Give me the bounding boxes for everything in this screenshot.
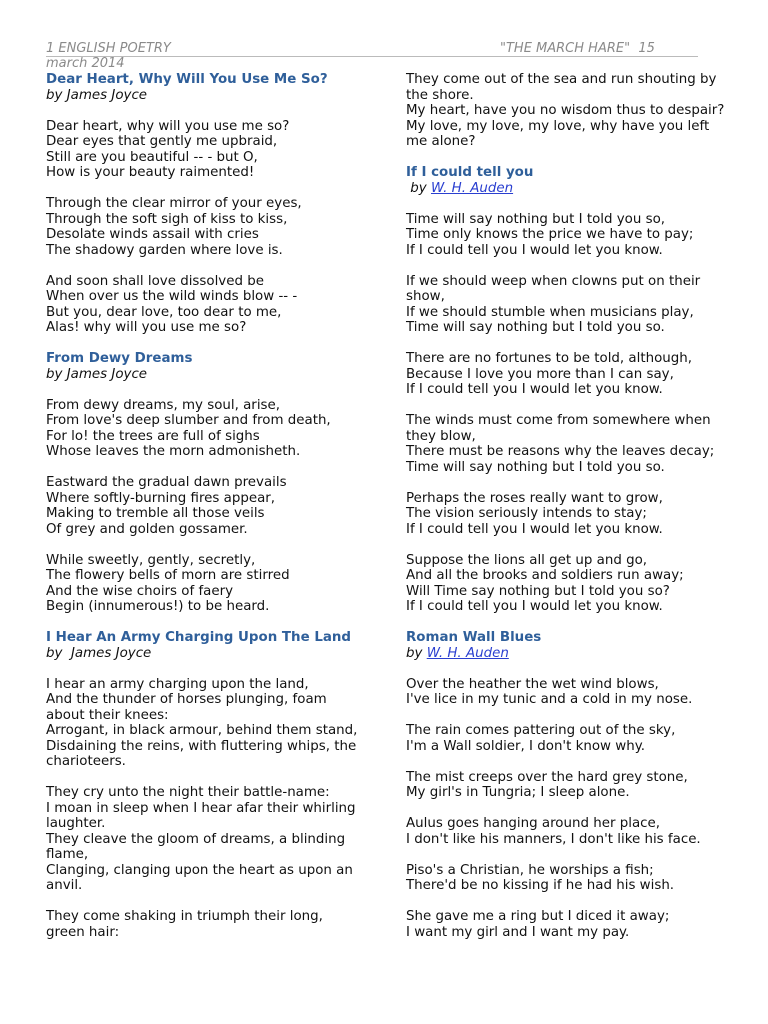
right-column xyxy=(406,72,728,940)
header-section-title: 1 ENGLISH POETRY xyxy=(46,41,171,56)
header-publication-name: "THE MARCH HARE" xyxy=(500,41,631,56)
stanza: Over the heather the wet wind blows, I've lice in my tunic and a cold in my nose. xyxy=(406,676,693,707)
poem-byline: by James Joyce xyxy=(46,87,148,103)
stanza: Time will say nothing but I told you so, Time only knows the price we have to pay; If I could tell you I would let you know. xyxy=(406,211,694,258)
poem-title: I Hear An Army Charging Upon The Land xyxy=(46,630,352,645)
stanza: She gave me a ring but I diced it away; I want my girl and I want my pay. xyxy=(406,909,670,940)
header-date: march 2014 xyxy=(46,56,125,71)
poem-dear-heart xyxy=(46,72,364,336)
poem-title: Dear Heart, Why Will You Use Me So? xyxy=(46,72,328,87)
stanza: Perhaps the roses really want to grow, The vision seriously intends to stay; If I could tell you I would let you know. xyxy=(406,490,663,537)
poem-author: James Joyce xyxy=(66,87,148,103)
poem-byline: by W. H. Auden xyxy=(406,645,509,661)
stanza: If we should weep when clowns put on their show, If we should stumble when musicians play, Time will say nothing but I told you so. xyxy=(406,273,701,335)
author-link[interactable]: W. H. Auden xyxy=(430,180,514,196)
poem-from-dewy-dreams xyxy=(46,351,364,615)
stanza: The winds must come from somewhere when they blow, There must be reasons why the leaves decay; Time will say nothing but I told you so. xyxy=(406,413,715,475)
stanza: There are no fortunes to be told, although, Because I love you more than I can say, If I could tell you I would let you know. xyxy=(406,351,693,397)
stanza: From dewy dreams, my soul, arise, From love's deep slumber and from death, For lo! the trees are full of sighs Whose leaves the morn admonisheth. xyxy=(46,397,331,459)
poem-title: If I could tell you xyxy=(406,165,534,180)
stanza: They come shaking in triumph their long, green hair: xyxy=(46,909,323,940)
left-column xyxy=(46,72,364,940)
poem-title: Roman Wall Blues xyxy=(406,630,542,645)
stanza: Eastward the gradual dawn prevails Where softly-burning fires appear, Making to tremble all those veils Of grey and golden gossamer. xyxy=(46,475,287,537)
poem-i-hear-an-army xyxy=(46,630,364,940)
stanza: Piso's a Christian, he worships a fish; There'd be no kissing if he had his wish. xyxy=(406,862,675,893)
stanza: The mist creeps over the hard grey stone, My girl's in Tungria; I sleep alone. xyxy=(406,769,688,800)
poem-byline: by James Joyce xyxy=(46,645,152,661)
poem-title: From Dewy Dreams xyxy=(46,351,193,366)
poem-byline: by James Joyce xyxy=(46,366,148,382)
header-publication xyxy=(500,42,655,56)
poem-byline: by W. H. Auden xyxy=(410,180,514,196)
stanza: And soon shall love dissolved be When over us the wild winds blow -- - But you, dear love, too dear to me, Alas! why will you use me so? xyxy=(46,273,298,335)
poem-author: James Joyce xyxy=(66,366,148,382)
stanza: Suppose the lions all get up and go, And all the brooks and soldiers run away; Will Time say nothing but I told you so? If I could tell you I would let you know. xyxy=(406,552,684,614)
stanza: Dear heart, why will you use me so? Dear eyes that gently me upbraid, Still are you beautiful -- - but O, How is your beauty raimented! xyxy=(46,118,290,180)
stanza: Through the clear mirror of your eyes, Through the soft sigh of kiss to kiss, Desolate winds assail with cries The shadowy garden where love is. xyxy=(46,196,302,258)
poem-roman-wall-blues xyxy=(406,630,728,940)
stanza: The rain comes pattering out of the sky, I'm a Wall soldier, I don't know why. xyxy=(406,723,676,754)
poem-if-i-could-tell-you xyxy=(406,165,728,615)
poem-author: James Joyce xyxy=(70,645,152,661)
stanza: Aulus goes hanging around her place, I don't like his manners, I don't like his face. xyxy=(406,816,701,847)
stanza: I hear an army charging upon the land, And the thunder of horses plunging, foam about their knees: Arrogant, in black armour, behind them stand, Disdaining the reins, with fluttering whips, the charioteers. xyxy=(46,676,358,769)
stanza: They cry unto the night their battle-name: I moan in sleep when I hear afar their whirling laughter. They cleave the gloom of dreams, a blinding flame, Clanging, clanging upon the heart as upon an anvil. xyxy=(46,785,356,893)
header-page-number: 15 xyxy=(638,41,655,56)
header-rule xyxy=(46,56,698,57)
poem-i-hear-an-army-continued: They come out of the sea and run shouting by the shore. My heart, have you no wisdom thus to despair? My love, my love, my love, why have you left me alone? xyxy=(406,72,725,149)
author-link[interactable]: W. H. Auden xyxy=(426,645,509,661)
stanza: While sweetly, gently, secretly, The flowery bells of morn are stirred And the wise choirs of faery Begin (innumerous!) to be heard. xyxy=(46,552,290,614)
